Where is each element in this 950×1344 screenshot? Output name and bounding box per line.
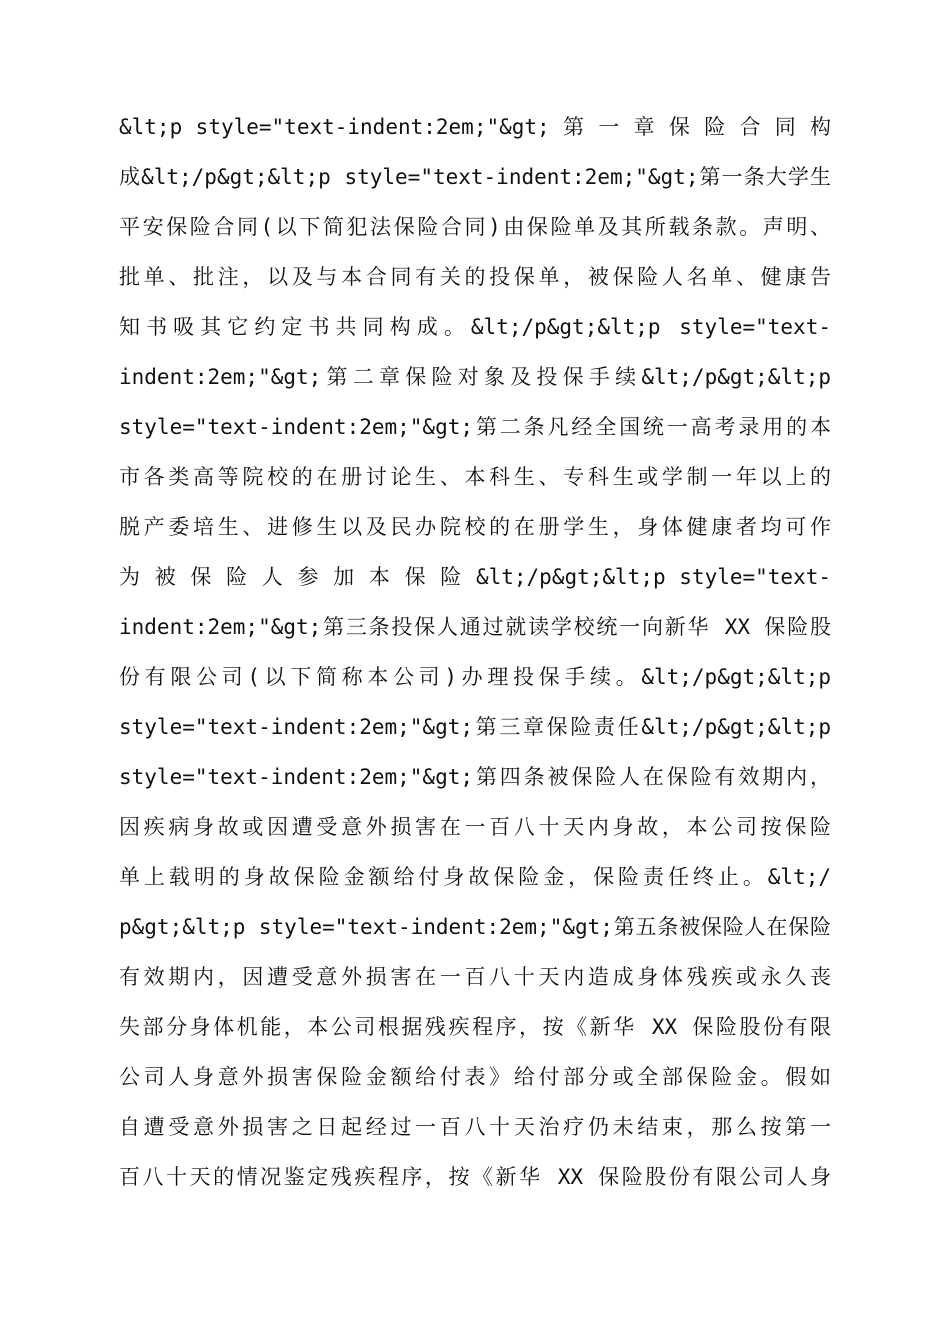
text-line: 批单、批注，以及与本合同有关的投保单，被保险人名单、健康告	[119, 265, 831, 289]
text-line: 脱产委培生、进修生以及民办院校的在册学生，身体健康者均可作	[119, 515, 831, 539]
text-line: p&gt;&lt;p style="text-indent:2em;"&gt;第五条被保险人在保险	[119, 915, 831, 939]
text-line: 平安保险合同(以下简犯法保险合同)由保险单及其所载条款。声明、	[119, 215, 831, 239]
text-line: &lt;p style="text-indent:2em;"&gt; 第 一 章 保 险 合 同 构	[119, 115, 831, 139]
text-line: 自遭受意外损害之日起经过一百八十天治疗仍未结束，那么按第一	[119, 1115, 831, 1139]
text-line: style="text-indent:2em;"&gt;第三章保险责任&lt;/p&gt;&lt;p	[119, 715, 831, 739]
text-line: 知书吸其它约定书共同构成。&lt;/p&gt;&lt;p style="text-	[119, 315, 831, 339]
text-line: 市各类高等院校的在册讨论生、本科生、专科生或学制一年以上的	[119, 465, 831, 489]
text-line: 失部分身体机能，本公司根据残疾程序，按《新华 XX 保险股份有限	[119, 1015, 831, 1039]
text-line: 份有限公司(以下简称本公司)办理投保手续。&lt;/p&gt;&lt;p	[119, 665, 831, 689]
text-line: 因疾病身故或因遭受意外损害在一百八十天内身故，本公司按保险	[119, 815, 831, 839]
text-line: 成&lt;/p&gt;&lt;p style="text-indent:2em;"&gt;第一条大学生	[119, 165, 831, 189]
text-line: 公司人身意外损害保险金额给付表》给付部分或全部保险金。假如	[119, 1065, 831, 1089]
text-line: indent:2em;"&gt;第二章保险对象及投保手续&lt;/p&gt;&lt;p	[119, 365, 831, 389]
text-line: style="text-indent:2em;"&gt;第二条凡经全国统一高考录用的本	[119, 415, 831, 439]
text-line: 百八十天的情况鉴定残疾程序，按《新华 XX 保险股份有限公司人身	[119, 1165, 831, 1189]
text-line: 有效期内，因遭受意外损害在一百八十天内造成身体残疾或永久丧	[119, 965, 831, 989]
document-text	[119, 102, 831, 1202]
text-line: style="text-indent:2em;"&gt;第四条被保险人在保险有效期内，	[119, 765, 831, 789]
text-line: 单上载明的身故保险金额给付身故保险金，保险责任终止。&lt;/	[119, 865, 831, 889]
text-line: indent:2em;"&gt;第三条投保人通过就读学校统一向新华 XX 保险股	[119, 615, 831, 639]
text-line: 为 被 保 险 人 参 加 本 保 险 &lt;/p&gt;&lt;p style="text-	[119, 565, 831, 589]
